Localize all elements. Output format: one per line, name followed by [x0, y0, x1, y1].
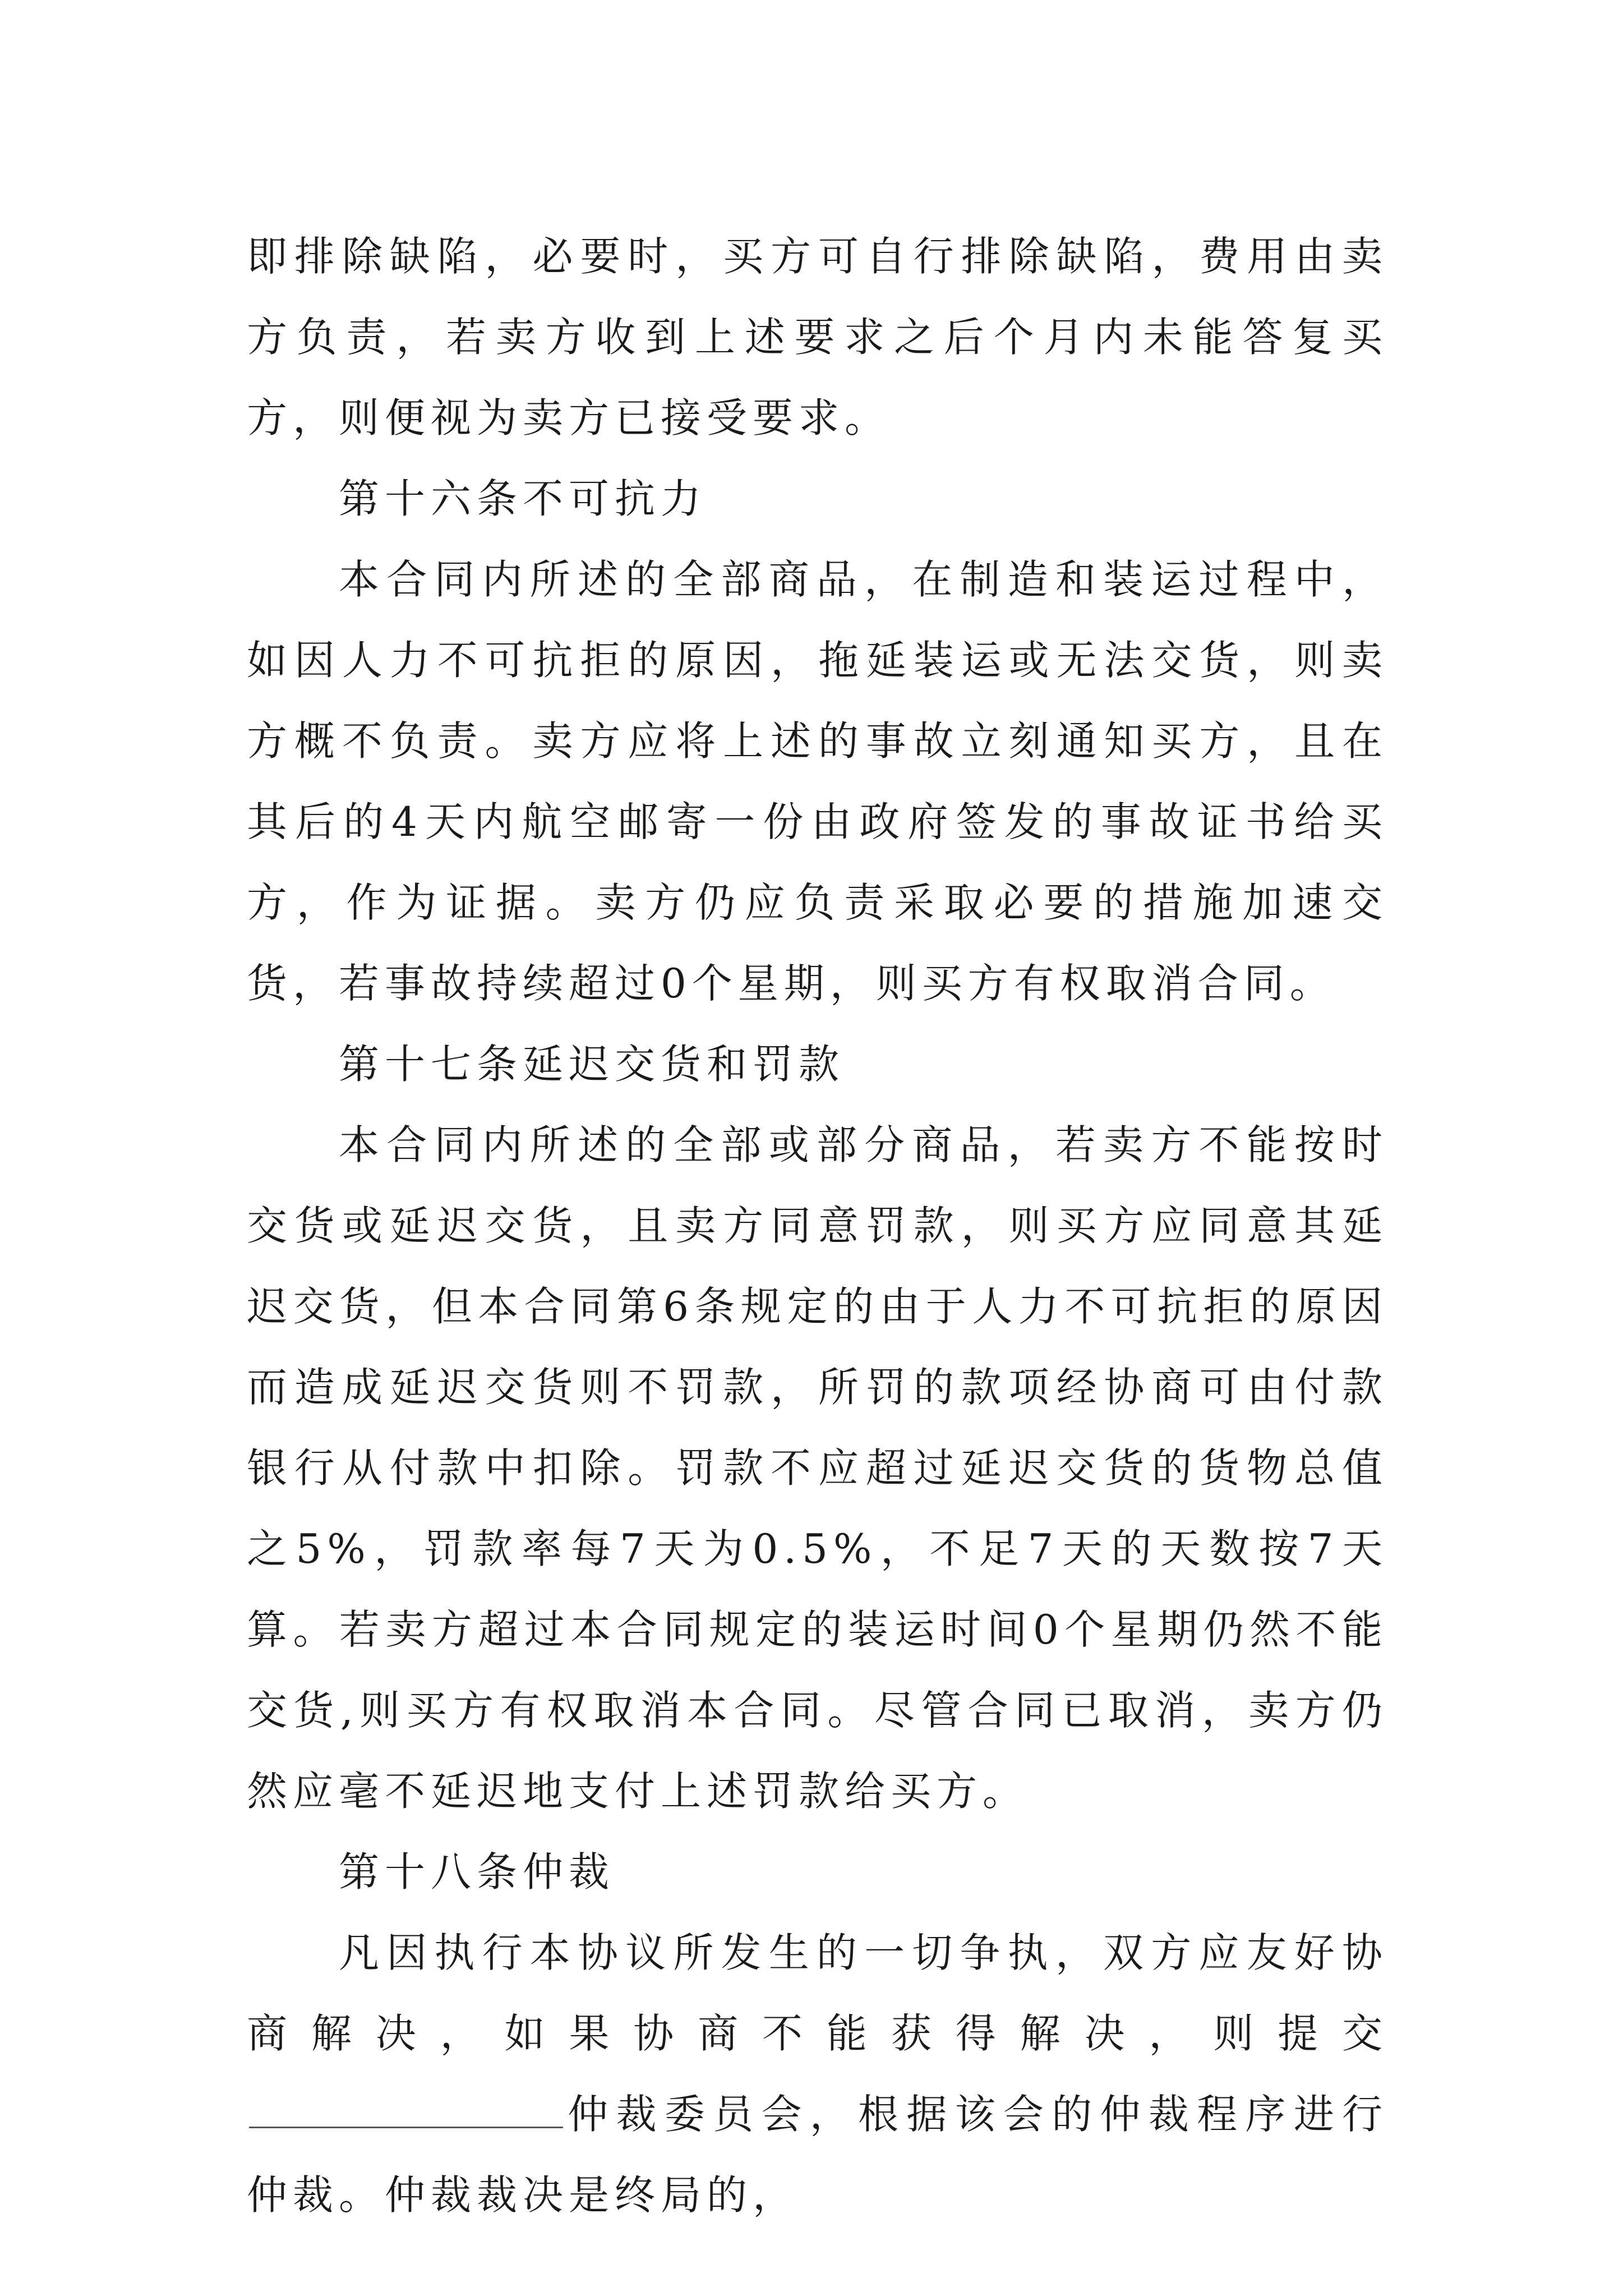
heading-article-18: 第十八条仲裁 [339, 1848, 615, 1895]
arbitration-commission-blank [249, 2086, 563, 2128]
heading-article-16: 第十六条不可抗力 [339, 475, 707, 522]
arbitration-text-before: 凡因执行本协议所发生的一切争执，双方应友好协商解决，如果协商不能获得解决，则提交 [247, 1929, 1388, 2057]
paragraph-late-delivery-penalty: 本合同内所述的全部或部分商品，若卖方不能按时交货或延迟交货，且卖方同意罚款，则买方应同意其延迟交货，但本合同第6条规定的由于人力不可抗拒的原因而造成延迟交货则不罚款，所罚的款项经协商可由付款银行从付款中扣除。罚款不应超过延迟交货的货物总值之5%，罚款率每7天为0.5%，不足7天的天数按7天算。若卖方超过本合同规定的装运时间0个星期仍然不能交货,则买方有权取消本合同。尽管合同已取消，卖方仍然应毫不延迟地支付上述罚款给买方。 [247, 1121, 1388, 1815]
document-body [247, 216, 1388, 2235]
heading-article-17: 第十七条延迟交货和罚款 [339, 1041, 845, 1088]
paragraph-arbitration [247, 1912, 1388, 2235]
paragraph-force-majeure: 本合同内所述的全部商品，在制造和装运过程中，如因人力不可抗拒的原因，拖延装运或无法交货，则卖方概不负责。卖方应将上述的事故立刻通知买方，且在其后的4天内航空邮寄一份由政府签发的事故证书给买方，作为证据。卖方仍应负责采取必要的措施加速交货，若事故持续超过0个星期，则买方有权取消合同。 [247, 556, 1388, 1007]
paragraph-defect-continuation: 即排除缺陷，必要时，买方可自行排除缺陷，费用由卖方负责，若卖方收到上述要求之后个月内未能答复买方，则便视为卖方已接受要求。 [247, 233, 1388, 441]
arbitration-text-after: 仲裁委员会，根据该会的仲裁程序进行仲裁。仲裁裁决是终局的， [247, 2091, 1388, 2219]
